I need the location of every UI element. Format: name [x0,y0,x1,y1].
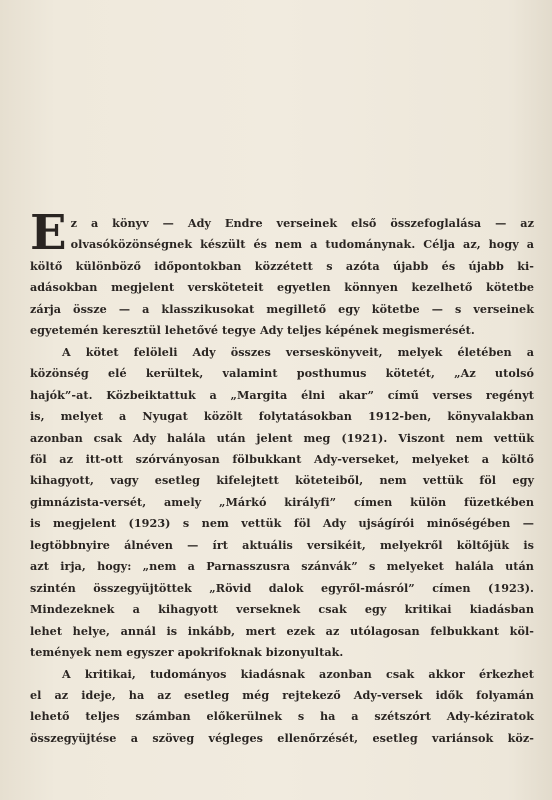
text-line: A kötet felöleli Ady összes verseskönyveit, melyek életében a [62,344,534,359]
text-line: is megjelent (1923) s nem vettük föl Ady ujságírói minőségében — [30,516,534,531]
paragraph-3 [30,664,534,750]
text-line: Mindezeknek a kihagyott verseknek csak egy kritikai kiadásban [30,602,534,617]
text-line: lehető teljes számban előkerülnek s ha a szétszórt Ady-kéziratok [30,709,534,724]
body-text [30,205,534,749]
text-line: A kritikai, tudományos kiadásnak azonban csak akkor érkezhet [62,666,534,681]
text-line: kihagyott, vagy esetleg kifelejtett köteteiből, nem vettük föl egy [30,473,534,488]
paragraph-2 [30,342,534,664]
text-line: azt irja, hogy: „nem a Parnasszusra szánvák” s melyeket halála után [30,559,534,574]
text-line: is, melyet a Nyugat közölt folytatásokban 1912-ben, könyvalakban [30,409,534,424]
text-line: olvasóközönségnek készült és nem a tudománynak. Célja az, hogy a [70,237,534,252]
text-line: föl az itt-ott szórványosan fölbukkant Ady-verseket, melyeket a költő [30,451,534,466]
text-line: összegyüjtése a szöveg végleges ellenőrzését, esetleg variánsok köz- [30,730,534,745]
text-line: z a könyv — Ady Endre verseinek első összefoglalása — az [70,216,534,230]
text-line: adásokban megjelent versköteteit egyetlen könnyen kezelhető kötetbe [30,280,534,295]
text-line: szintén összegyüjtöttek „Rövid dalok egyről-másról” címen (1923). [30,580,534,595]
text-line: el az ideje, ha az esetleg még rejtekező Ady-versek idők folyamán [30,687,534,702]
text-line: hajók”-at. Közbeiktattuk a „Margita élni akar” című verses regényt [30,387,534,402]
text-line: közönség elé kerültek, valamint posthumus kötetét, „Az utolsó [30,366,534,381]
text-line: költő különböző időpontokban közzétett s azóta újabb és újabb ki- [30,258,534,273]
text-line: legtöbbnyire álnéven — írt aktuális versikéit, melyekről költőjük is [30,537,534,552]
text-line: egyetemén keresztül lehetővé tegye Ady teljes képének megismerését. [30,323,475,338]
text-line: lehet helye, annál is inkább, mert ezek az utólagosan felbukkant köl- [30,623,534,638]
paragraph-1 [30,205,534,342]
text-line: gimnázista-versét, amely „Márkó királyfi” címen külön füzetkében [30,494,534,509]
text-line: temények nem egyszer apokrifoknak bizonyultak. [30,645,344,660]
drop-cap: E [30,205,67,261]
text-line: zárja össze — a klasszikusokat megillető egy kötetbe — s verseinek [30,301,534,316]
text-line: azonban csak Ady halála után jelent meg (1921). Viszont nem vettük [30,430,534,445]
